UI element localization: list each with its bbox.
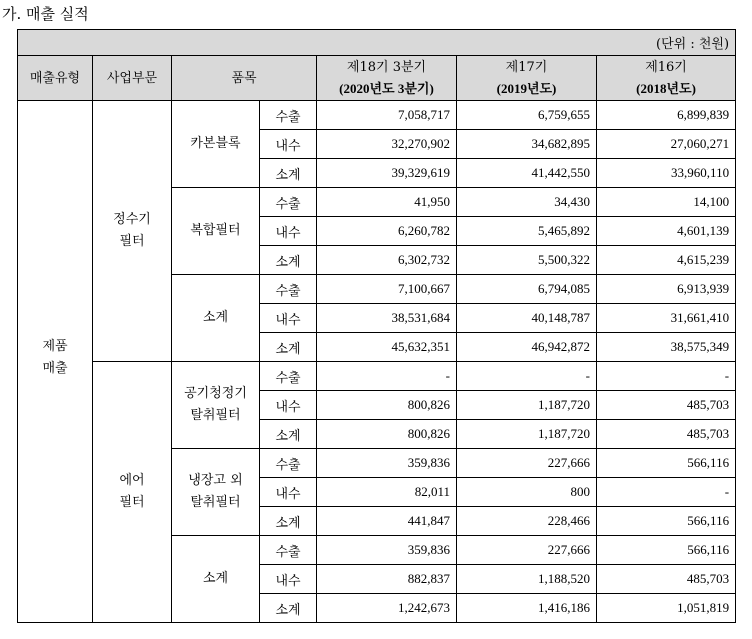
value-cell: 7,100,667 — [317, 275, 457, 304]
kind-cell: 수출 — [260, 188, 317, 217]
value-cell: 41,442,550 — [457, 159, 597, 188]
value-cell: 566,116 — [597, 507, 736, 536]
kind-cell: 수출 — [260, 449, 317, 478]
kind-cell: 수출 — [260, 275, 317, 304]
value-cell: 82,011 — [317, 478, 457, 507]
value-cell: 5,500,322 — [457, 246, 597, 275]
value-cell: - — [597, 478, 736, 507]
item-cell: 복합필터 — [172, 188, 260, 275]
value-cell: 46,942,872 — [457, 333, 597, 362]
header-period-16: 제16기 (2018년도) — [597, 56, 736, 101]
kind-cell: 내수 — [260, 304, 317, 333]
item-cell: 카본블록 — [172, 101, 260, 188]
kind-cell: 수출 — [260, 101, 317, 130]
header-type: 매출유형 — [18, 56, 93, 101]
value-cell: 45,632,351 — [317, 333, 457, 362]
value-cell: 566,116 — [597, 449, 736, 478]
header-period-18: 제18기 3분기 (2020년도 3분기) — [317, 56, 457, 101]
item-cell: 소계 — [172, 275, 260, 362]
sales-type-cell: 제품 매출 — [18, 101, 93, 623]
unit-label: (단위 : 천원) — [18, 30, 736, 56]
value-cell: 6,899,839 — [597, 101, 736, 130]
value-cell: 882,837 — [317, 565, 457, 594]
unit-row — [18, 30, 736, 56]
value-cell: 6,913,939 — [597, 275, 736, 304]
value-cell: 441,847 — [317, 507, 457, 536]
value-cell: 359,836 — [317, 449, 457, 478]
header-period-17: 제17기 (2019년도) — [457, 56, 597, 101]
value-cell: 38,531,684 — [317, 304, 457, 333]
value-cell: 33,960,110 — [597, 159, 736, 188]
kind-cell: 소계 — [260, 507, 317, 536]
value-cell: 485,703 — [597, 391, 736, 420]
kind-cell: 소계 — [260, 594, 317, 623]
value-cell: 1,416,186 — [457, 594, 597, 623]
kind-cell: 소계 — [260, 420, 317, 449]
value-cell: 7,058,717 — [317, 101, 457, 130]
kind-cell: 소계 — [260, 159, 317, 188]
value-cell: 5,465,892 — [457, 217, 597, 246]
section-heading: 가. 매출 실적 — [2, 5, 89, 23]
item-cell: 공기청정기 탈취필터 — [172, 362, 260, 449]
value-cell: 6,302,732 — [317, 246, 457, 275]
item-cell: 냉장고 외 탈취필터 — [172, 449, 260, 536]
value-cell: 39,329,619 — [317, 159, 457, 188]
value-cell: - — [597, 362, 736, 391]
value-cell: 800,826 — [317, 420, 457, 449]
division-cell: 에어 필터 — [93, 362, 172, 623]
header-row — [18, 56, 736, 101]
value-cell: 1,187,720 — [457, 420, 597, 449]
value-cell: 41,950 — [317, 188, 457, 217]
value-cell: 800 — [457, 478, 597, 507]
header-item: 품목 — [172, 56, 317, 101]
value-cell: 38,575,349 — [597, 333, 736, 362]
value-cell: 27,060,271 — [597, 130, 736, 159]
value-cell: - — [317, 362, 457, 391]
value-cell: 34,430 — [457, 188, 597, 217]
value-cell: 6,260,782 — [317, 217, 457, 246]
value-cell: 485,703 — [597, 565, 736, 594]
value-cell: 32,270,902 — [317, 130, 457, 159]
value-cell: 6,759,655 — [457, 101, 597, 130]
value-cell: - — [457, 362, 597, 391]
value-cell: 31,661,410 — [597, 304, 736, 333]
value-cell: 4,601,139 — [597, 217, 736, 246]
value-cell: 228,466 — [457, 507, 597, 536]
kind-cell: 내수 — [260, 217, 317, 246]
value-cell: 566,116 — [597, 536, 736, 565]
kind-cell: 내수 — [260, 478, 317, 507]
table-row — [18, 101, 736, 130]
kind-cell: 내수 — [260, 130, 317, 159]
value-cell: 40,148,787 — [457, 304, 597, 333]
value-cell: 359,836 — [317, 536, 457, 565]
value-cell: 1,051,819 — [597, 594, 736, 623]
kind-cell: 수출 — [260, 536, 317, 565]
kind-cell: 소계 — [260, 246, 317, 275]
value-cell: 485,703 — [597, 420, 736, 449]
value-cell: 227,666 — [457, 536, 597, 565]
value-cell: 4,615,239 — [597, 246, 736, 275]
value-cell: 6,794,085 — [457, 275, 597, 304]
value-cell: 1,188,520 — [457, 565, 597, 594]
value-cell: 800,826 — [317, 391, 457, 420]
value-cell: 1,187,720 — [457, 391, 597, 420]
sales-table — [17, 29, 736, 623]
value-cell: 1,242,673 — [317, 594, 457, 623]
kind-cell: 수출 — [260, 362, 317, 391]
value-cell: 14,100 — [597, 188, 736, 217]
value-cell: 34,682,895 — [457, 130, 597, 159]
table-row — [18, 362, 736, 391]
item-cell: 소계 — [172, 536, 260, 623]
kind-cell: 내수 — [260, 391, 317, 420]
header-division: 사업부문 — [93, 56, 172, 101]
kind-cell: 소계 — [260, 333, 317, 362]
division-cell: 정수기 필터 — [93, 101, 172, 362]
kind-cell: 내수 — [260, 565, 317, 594]
value-cell: 227,666 — [457, 449, 597, 478]
